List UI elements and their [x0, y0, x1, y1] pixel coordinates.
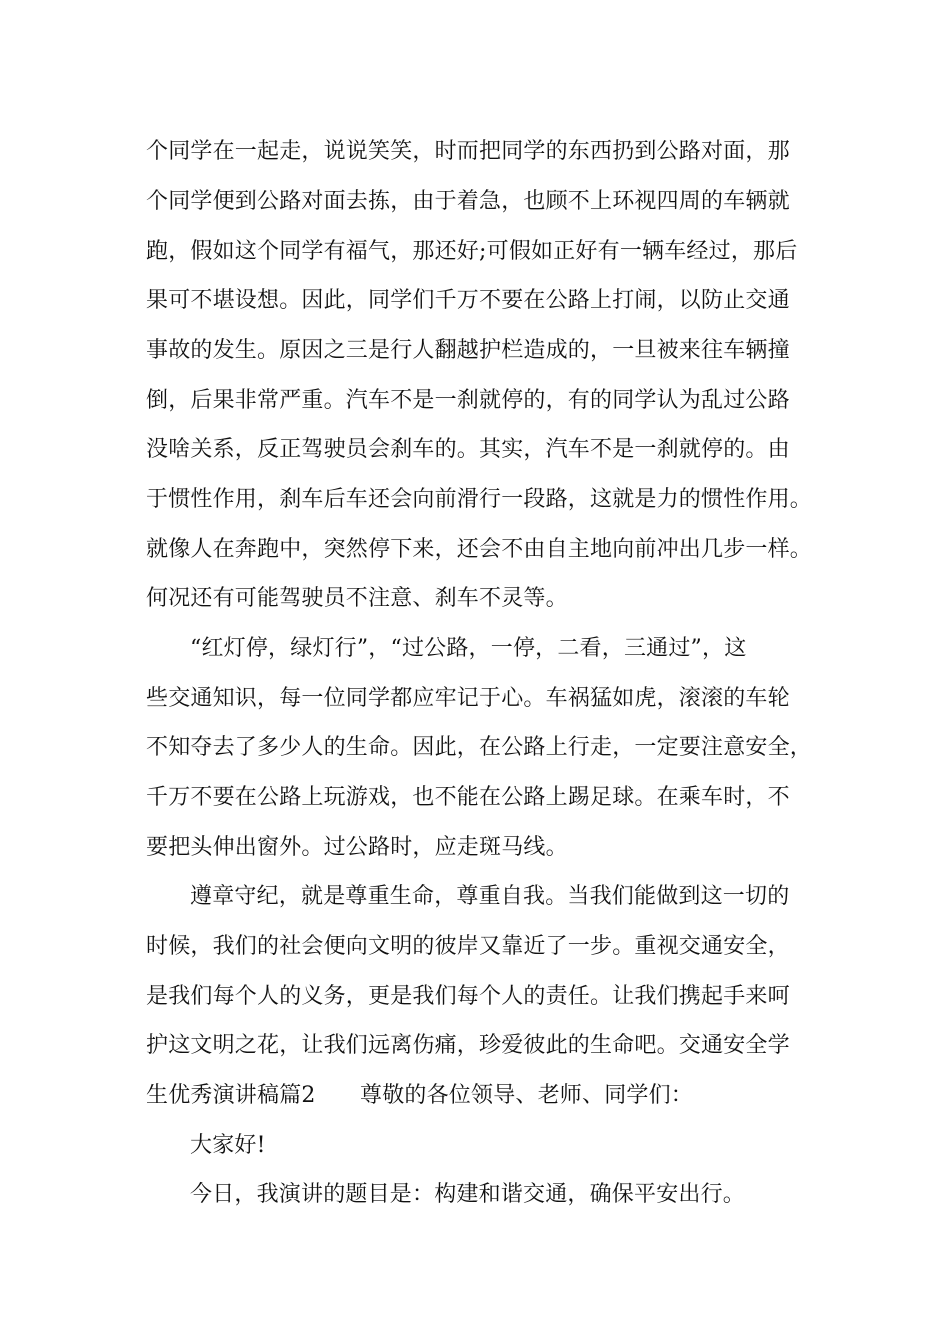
text-line: 跑，假如这个同学有福气，那还好;可假如正好有一辆车经过，那后: [146, 239, 798, 264]
text-line: 个同学在一起走，说说笑笑，时而把同学的东西扔到公路对面，那: [146, 139, 790, 164]
paragraph-start-line: 遵章守纪，就是尊重生命，尊重自我。当我们能做到这一切的: [190, 884, 790, 909]
text-line: 千万不要在公路上玩游戏，也不能在公路上踢足球。在乘车时，不: [146, 785, 790, 810]
text-line: 没啥关系，反正驾驶员会刹车的。其实，汽车不是一刹就停的。由: [146, 437, 790, 462]
text-line: 倒，后果非常严重。汽车不是一刹就停的，有的同学认为乱过公路: [146, 388, 790, 413]
text-line: 不知夺去了多少人的生命。因此，在公路上行走，一定要注意安全，: [146, 735, 813, 760]
text-line: 果可不堪设想。因此，同学们千万不要在公路上打闹，以防止交通: [146, 288, 790, 313]
text-line: 个同学便到公路对面去拣，由于着急，也顾不上环视四周的车辆就: [146, 189, 790, 214]
paragraph-start-line: “红灯停，绿灯行”，“过公路，一停，二看，三通过”，这: [190, 636, 747, 661]
text-line: 就像人在奔跑中，突然停下来，还会不由自主地向前冲出几步一样。: [146, 537, 813, 562]
text-line: 护这文明之花，让我们远离伤痛，珍爱彼此的生命吧。交通安全学: [146, 1033, 790, 1058]
text-line: 时候，我们的社会便向文明的彼岸又靠近了一步。重视交通安全，: [146, 934, 790, 959]
text-line: 生优秀演讲稿篇2 尊敬的各位领导、老师、同学们：: [146, 1083, 693, 1108]
text-line: 何况还有可能驾驶员不注意、刹车不灵等。: [146, 586, 568, 611]
text-line: 于惯性作用，刹车后车还会向前滑行一段路，这就是力的惯性作用。: [146, 487, 813, 512]
text-line: 要把头伸出窗外。过公路时，应走斑马线。: [146, 835, 568, 860]
paragraph-start-line: 今日，我演讲的题目是：构建和谐交通，确保平安出行。: [190, 1182, 746, 1207]
text-line: 是我们每个人的义务，更是我们每个人的责任。让我们携起手来呵: [146, 984, 790, 1009]
text-line: 事故的发生。原因之三是行人翻越护栏造成的，一旦被来往车辆撞: [146, 338, 790, 363]
greeting-line: 大家好!: [190, 1133, 266, 1158]
text-line: 些交通知识，每一位同学都应牢记于心。车祸猛如虎，滚滚的车轮: [146, 686, 790, 711]
